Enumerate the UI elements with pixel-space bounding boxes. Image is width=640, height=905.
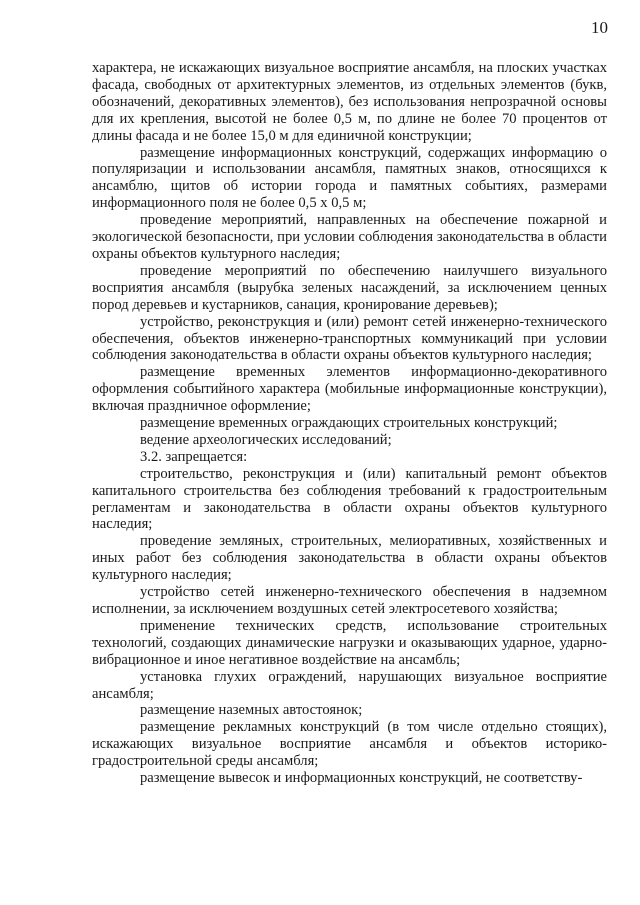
paragraph: размещение информационных конструкций, содержащих информацию о популяризации и использовании ансамбля, памятных знаков, относящихся к ансамблю, щитов об истории города и памятных событиях, размерами информационного поля не более 0,5 х 0,5 м;: [92, 144, 607, 212]
paragraph: устройство, реконструкция и (или) ремонт сетей инженерно-технического обеспечения, объектов инженерно-транспортных коммуникаций при условии соблюдения законодательства в области охраны объектов культурного наследия;: [92, 313, 607, 364]
section-heading: 3.2. запрещается:: [140, 448, 248, 465]
paragraph: размещение рекламных конструкций (в том числе отдельно стоящих), искажающих визуальное восприятие ансамбля и объектов историко-градостроительной среды ансамбля;: [92, 719, 607, 770]
page-number: 10: [591, 18, 608, 37]
paragraph: применение технических средств, использование строительных технологий, создающих динамические нагрузки и оказывающих ударное, ударно-вибрационное и иное негативное воздействие на ансамбль;: [92, 617, 607, 668]
paragraph: проведение земляных, строительных, мелиоративных, хозяйственных и иных работ без соблюдения законодательства в области охраны объектов культурного наследия;: [92, 533, 607, 584]
paragraph: размещение наземных автостоянок;: [140, 702, 363, 719]
paragraph: устройство сетей инженерно-технического обеспечения в надземном исполнении, за исключением воздушных сетей электросетевого хозяйства;: [92, 584, 607, 617]
paragraph: размещение вывесок и информационных конструкций, не соответству-: [140, 770, 583, 787]
paragraph: проведение мероприятий по обеспечению наилучшего визуального восприятия ансамбля (вырубка зеленых насаждений, за исключением ценных пород деревьев и кустарников, санация, кронирование деревьев);: [92, 262, 607, 313]
paragraph: характера, не искажающих визуальное восприятие ансамбля, на плоских участках фасада, свободных от архитектурных элементов, из отдельных элементов (букв, обозначений, декоративных элементов), без использования непрозрачной основы для их крепления, высотой не более 0,5 м, по длине не более 70 процентов от длины фасада и не более 15,0 м для единичной конструкции;: [92, 60, 607, 144]
paragraph: проведение мероприятий, направленных на обеспечение пожарной и экологической безопасности, при условии соблюдения законодательства в области охраны объектов культурного наследия;: [92, 212, 607, 262]
document-body: [92, 60, 607, 787]
paragraph: строительство, реконструкция и (или) капитальный ремонт объектов капитального строительства без соблюдения требований к градостроительным регламентам и законодательства в области охраны объектов культурного наследия;: [92, 465, 607, 533]
paragraph: ведение археологических исследований;: [140, 431, 392, 448]
paragraph: установка глухих ограждений, нарушающих визуальное восприятие ансамбля;: [92, 668, 607, 702]
paragraph: размещение временных элементов информационно-декоративного оформления событийного характера (мобильные информационные конструкции), включая праздничное оформление;: [92, 364, 607, 415]
paragraph: размещение временных ограждающих строительных конструкций;: [140, 415, 558, 432]
